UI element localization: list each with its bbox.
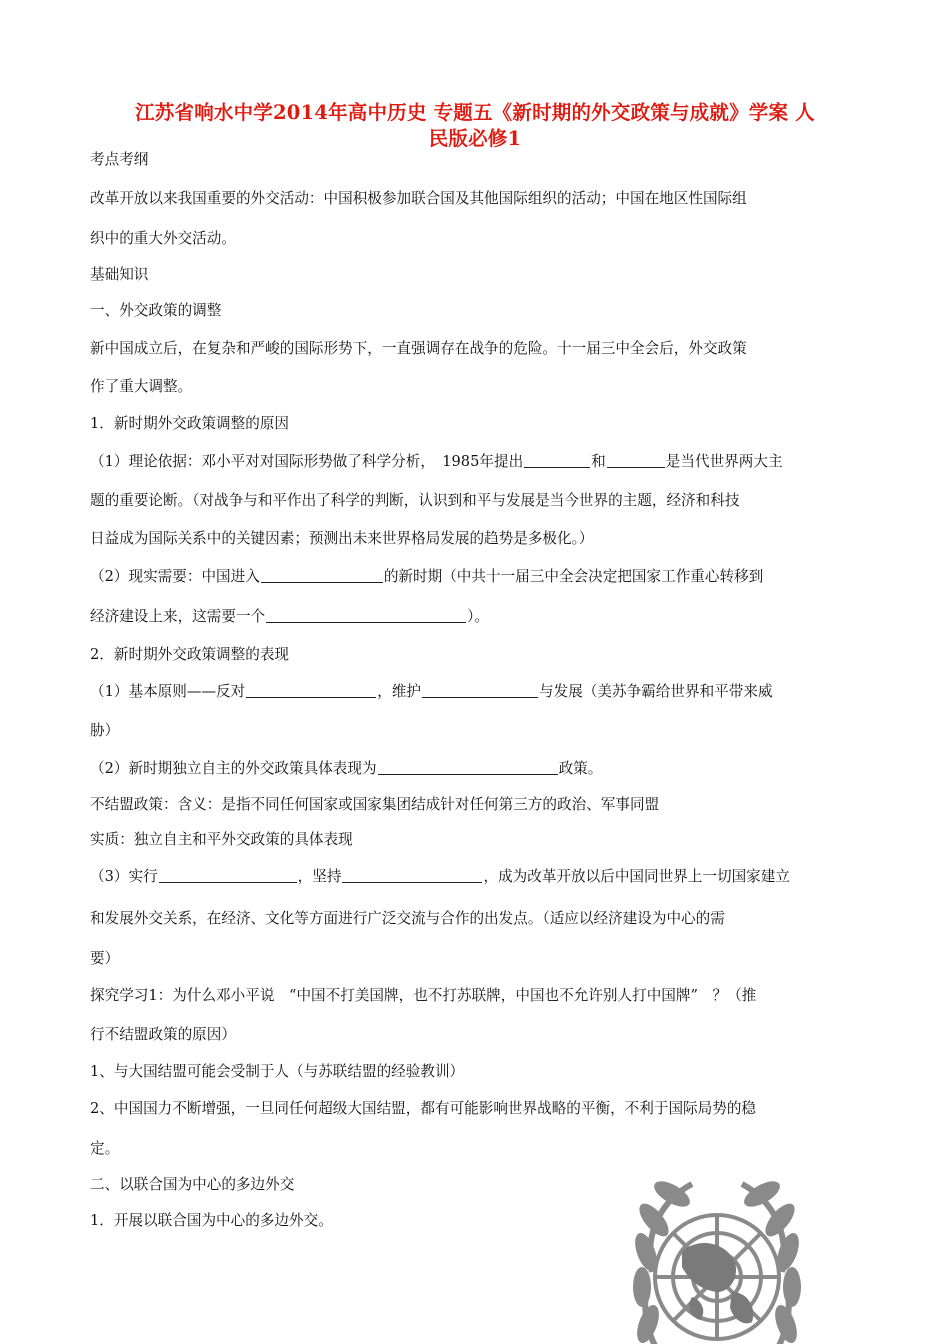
item-2-3-text-a: （3）实行 [90, 868, 158, 885]
item-2-heading: 2．新时期外交政策调整的表现 [90, 646, 290, 663]
item-2-1-text-b: ，维护 [377, 683, 422, 700]
fill-blank[interactable] [261, 568, 383, 583]
item-2-1-text-c: 与发展（美苏争霸给世界和平带来威 [539, 683, 773, 700]
section-1-para-line-1: 新中国成立后，在复杂和严峻的国际形势下，一直强调存在战争的危险。十一届三中全会后，外交政策 [90, 340, 747, 357]
section-2-item-1: 1．开展以联合国为中心的多边外交。 [90, 1212, 333, 1229]
item-2-3-line-2: 和发展外交关系，在经济、文化等方面进行广泛交流与合作的出发点。（适应以经济建设为中心的需 [90, 910, 725, 927]
item-2-1-line-2: 胁） [90, 722, 120, 739]
fill-blank[interactable] [378, 760, 558, 775]
item-2-3-line-1 [90, 868, 865, 886]
fill-blank[interactable] [607, 453, 665, 468]
item-2-3-text-b: ，坚持 [297, 868, 342, 885]
item-1-heading: 1．新时期外交政策调整的原因 [90, 415, 290, 432]
item-1-1-line-3: 日益成为国际关系中的关键因素；预测出未来世界格局发展的趋势是多极化。） [90, 530, 594, 547]
jichu-heading: 基础知识 [90, 266, 149, 283]
item-1-2-text-d: ）。 [467, 608, 490, 625]
item-1-1-text-a: （1）理论依据：邓小平对对国际形势做了科学分析， 1985年提出 [90, 453, 524, 470]
item-2-1-line-1 [90, 683, 865, 701]
item-1-2-text-c: 经济建设上来，这需要一个 [90, 608, 266, 625]
item-1-2-text-b: 的新时期（中共十一届三中全会决定把国家工作重心转移到 [383, 568, 764, 585]
fill-blank[interactable] [246, 683, 376, 698]
kaodian-text-line-2: 织中的重大外交活动。 [90, 230, 236, 247]
item-2-2-text-a: （2）新时期独立自主的外交政策具体表现为 [90, 760, 377, 777]
explore-line-1: 探究学习1：为什么邓小平说 “中国不打美国牌，也不打苏联牌，中国也不允许别人打中国牌” ？（推 [90, 987, 757, 1004]
reason-1: 1、与大国结盟可能会受制于人（与苏联结盟的经验教训） [90, 1063, 465, 1080]
explore-line-2: 行不结盟政策的原因） [90, 1026, 236, 1043]
item-2-2-text-b: 政策。 [558, 760, 603, 777]
item-2-2-line [90, 760, 865, 778]
kaodian-heading: 考点考纲 [90, 151, 149, 168]
fill-blank[interactable] [422, 683, 538, 698]
item-2-3-line-3: 要） [90, 950, 120, 967]
item-1-1-line-1 [90, 453, 865, 471]
fill-blank[interactable] [266, 608, 466, 623]
item-1-2-line-2 [90, 608, 865, 626]
kaodian-text-line-1: 改革开放以来我国重要的外交活动：中国积极参加联合国及其他国际组织的活动；中国在地区性国际组 [90, 190, 747, 207]
reason-2-line-2: 定。 [90, 1140, 120, 1157]
fill-blank[interactable] [524, 453, 590, 468]
nonalign-definition: 不结盟政策：含义：是指不同任何国家或国家集团结成针对任何第三方的政治、军事同盟 [90, 796, 660, 813]
reason-2-line-1: 2、中国国力不断增强，一旦同任何超级大国结盟，都有可能影响世界战略的平衡，不利于国际局势的稳 [90, 1100, 757, 1117]
nonalign-essence: 实质：独立自主和平外交政策的具体表现 [90, 831, 353, 848]
item-1-1-text-b: 和 [591, 453, 606, 470]
item-1-1-line-2: 题的重要论断。（对战争与和平作出了科学的判断，认识到和平与发展是当今世界的主题，经济和科技 [90, 492, 740, 509]
title-line-1: 江苏省响水中学2014年高中历史 专题五《新时期的外交政策与成就》学案 人 [135, 101, 815, 124]
section-2-heading: 二、以联合国为中心的多边外交 [90, 1176, 295, 1193]
fill-blank[interactable] [342, 868, 482, 883]
section-1-heading: 一、外交政策的调整 [90, 302, 222, 319]
item-2-3-text-c: ，成为改革开放以后中国同世界上一切国家建立 [483, 868, 790, 885]
item-1-1-text-c: 是当代世界两大主 [665, 453, 783, 470]
section-1-para-line-2: 作了重大调整。 [90, 378, 193, 395]
title-line-2: 民版必修1 [428, 127, 522, 150]
fill-blank[interactable] [159, 868, 297, 883]
un-emblem-icon [582, 1142, 852, 1344]
un-emblem-svg [582, 1142, 852, 1344]
item-1-2-text-a: （2）现实需要：中国进入 [90, 568, 260, 585]
item-2-1-text-a: （1）基本原则——反对 [90, 683, 246, 700]
item-1-2-line-1 [90, 568, 865, 586]
document-title [88, 100, 862, 152]
